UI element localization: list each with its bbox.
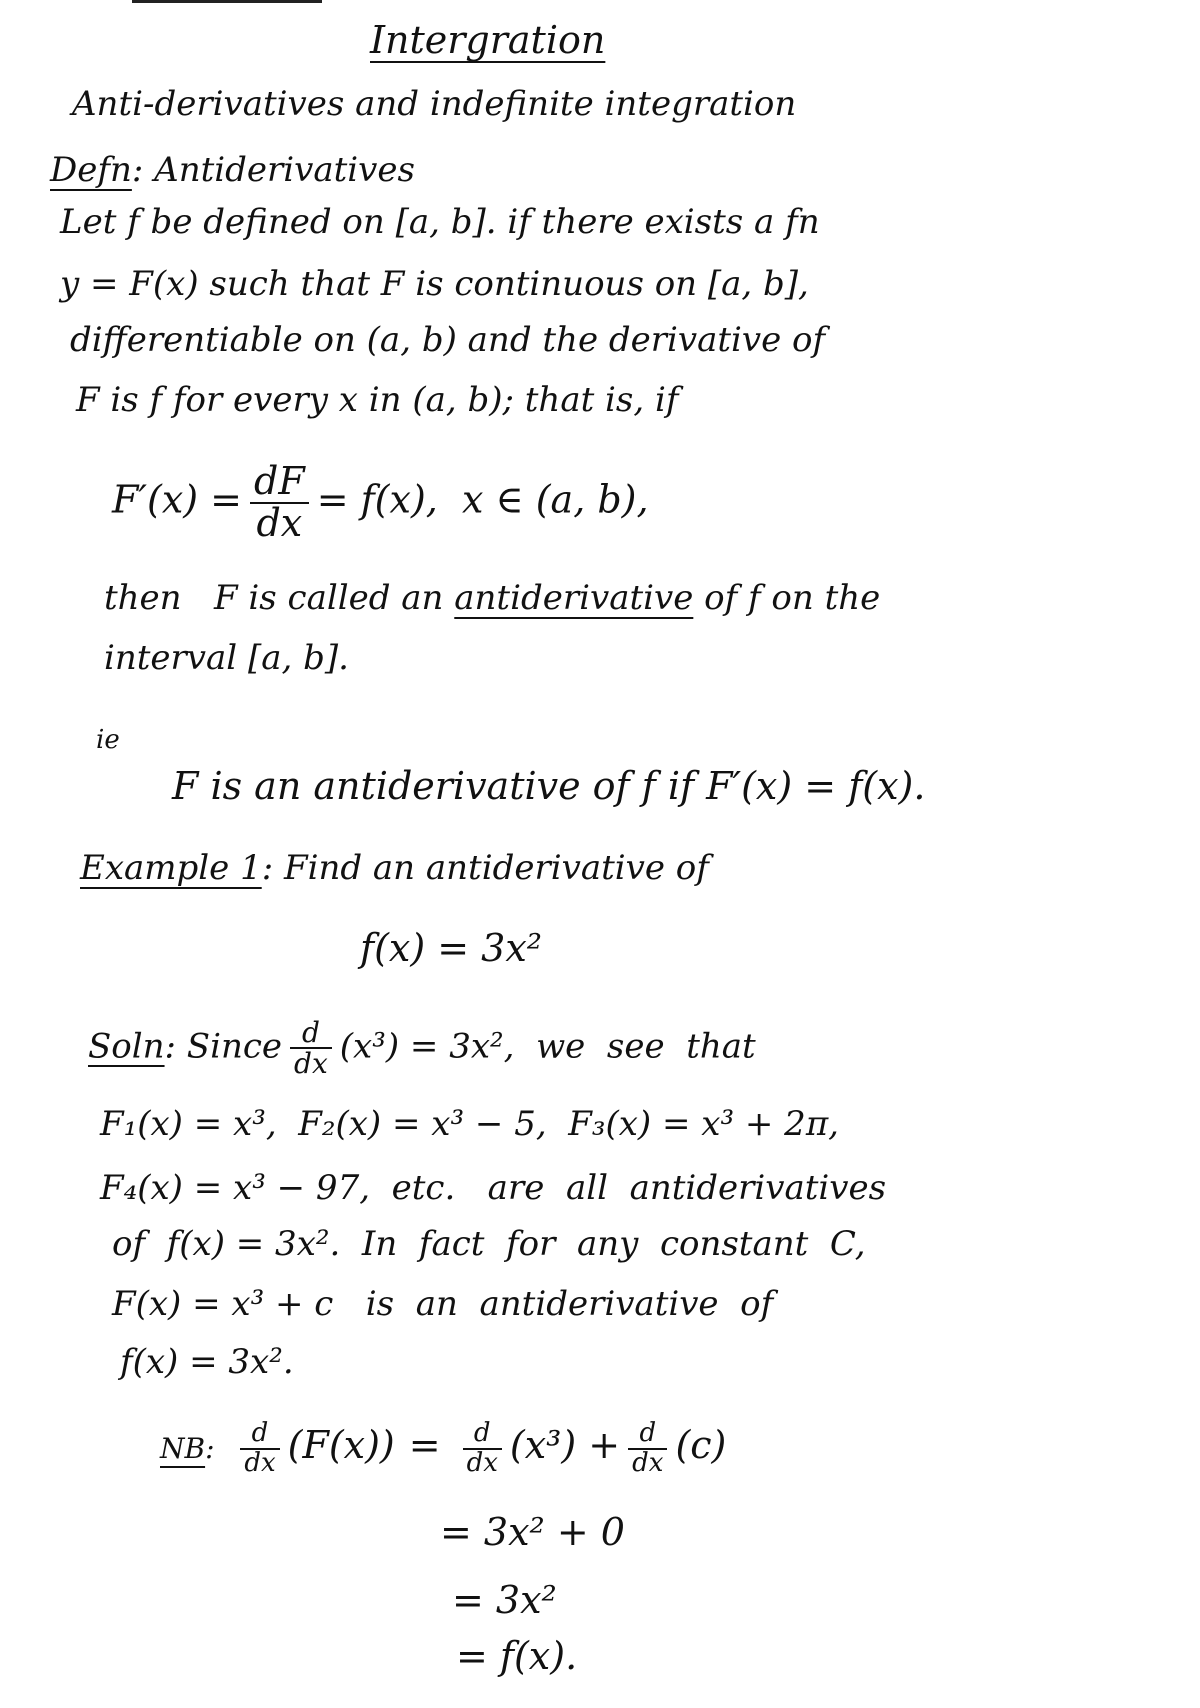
antiderivative-term: antiderivative: [454, 578, 694, 618]
definition-line-3: differentiable on (a, b) and the derivative of: [70, 320, 826, 360]
nb-line: [160, 1420, 726, 1477]
nb-step-3: = f(x).: [456, 1634, 578, 1678]
solution-fraction: [290, 1018, 332, 1079]
nb-equals: =: [408, 1423, 441, 1467]
then-prefix: then F is called an: [104, 578, 455, 618]
eq-fraction: [250, 459, 309, 545]
nb-fraction-1: [240, 1420, 279, 1477]
solution-line-5: f(x) = 3x².: [120, 1342, 294, 1382]
ie-label: ie: [96, 725, 120, 755]
then-line: [104, 576, 880, 620]
solution-numerator: d: [290, 1018, 332, 1049]
nb-arg-3: (c): [675, 1423, 727, 1467]
eq-rhs: = f(x), x ∈ (a, b),: [316, 477, 649, 522]
nb-frac-1-num: d: [240, 1420, 279, 1449]
solution-line: [88, 1018, 756, 1079]
nb-frac-2-den: dx: [466, 1447, 498, 1478]
solution-line-3: of f(x) = 3x². In fact for any constant C,: [112, 1224, 866, 1264]
nb-step-2: = 3x²: [452, 1578, 557, 1622]
derivative-equation: [112, 459, 649, 545]
eq-denominator: dx: [256, 500, 303, 545]
definition-title: : Antiderivatives: [131, 150, 415, 190]
solution-denominator: dx: [294, 1047, 328, 1081]
solution-line-2: F₄(x) = x³ − 97, etc. are all antiderivatives: [100, 1168, 887, 1208]
definition-line-2: y = F(x) such that F is continuous on [a, b],: [60, 264, 809, 304]
example-text: : Find an antiderivative of: [261, 848, 709, 888]
nb-frac-3-num: d: [628, 1420, 667, 1449]
nb-frac-2-num: d: [463, 1420, 502, 1449]
nb-step-1: = 3x² + 0: [440, 1510, 625, 1554]
solution-line-1: F₁(x) = x³, F₂(x) = x³ − 5, F₃(x) = x³ + 2π,: [100, 1104, 839, 1144]
then-suffix: of f on the: [693, 578, 881, 618]
solution-line-4: F(x) = x³ + c is an antiderivative of: [112, 1284, 774, 1324]
definition-label: Defn: [50, 150, 132, 190]
interval-line: interval [a, b].: [104, 638, 349, 678]
definition-line-4: F is f for every x in (a, b); that is, if: [76, 380, 679, 420]
example-label: Example 1: [80, 848, 262, 888]
nb-arg-1: (F(x)): [287, 1423, 395, 1467]
page-title: Intergration: [370, 18, 606, 62]
nb-fraction-2: [463, 1420, 502, 1477]
nb-frac-3-den: dx: [632, 1447, 664, 1478]
example-function: f(x) = 3x²: [360, 926, 542, 970]
eq-numerator: dF: [250, 462, 309, 504]
nb-label: NB: [160, 1432, 206, 1465]
top-border-line: [132, 0, 322, 3]
solution-prefix: : Since: [164, 1026, 283, 1067]
nb-colon: :: [205, 1432, 233, 1465]
nb-arg-2: (x³) +: [509, 1423, 621, 1467]
solution-label: Soln: [88, 1026, 165, 1067]
eq-lhs: F′(x) =: [112, 477, 242, 522]
solution-suffix: (x³) = 3x², we see that: [339, 1026, 756, 1067]
nb-frac-1-den: dx: [244, 1447, 276, 1478]
definition-line-1: Let f be defined on [a, b]. if there exists a fn: [60, 202, 820, 242]
ie-statement: F is an antiderivative of f if F′(x) = f(x).: [172, 764, 926, 808]
example-heading: [80, 846, 709, 890]
definition-heading: [50, 148, 415, 192]
section-heading: Anti-derivatives and indefinite integration: [72, 84, 797, 124]
nb-fraction-3: [628, 1420, 667, 1477]
